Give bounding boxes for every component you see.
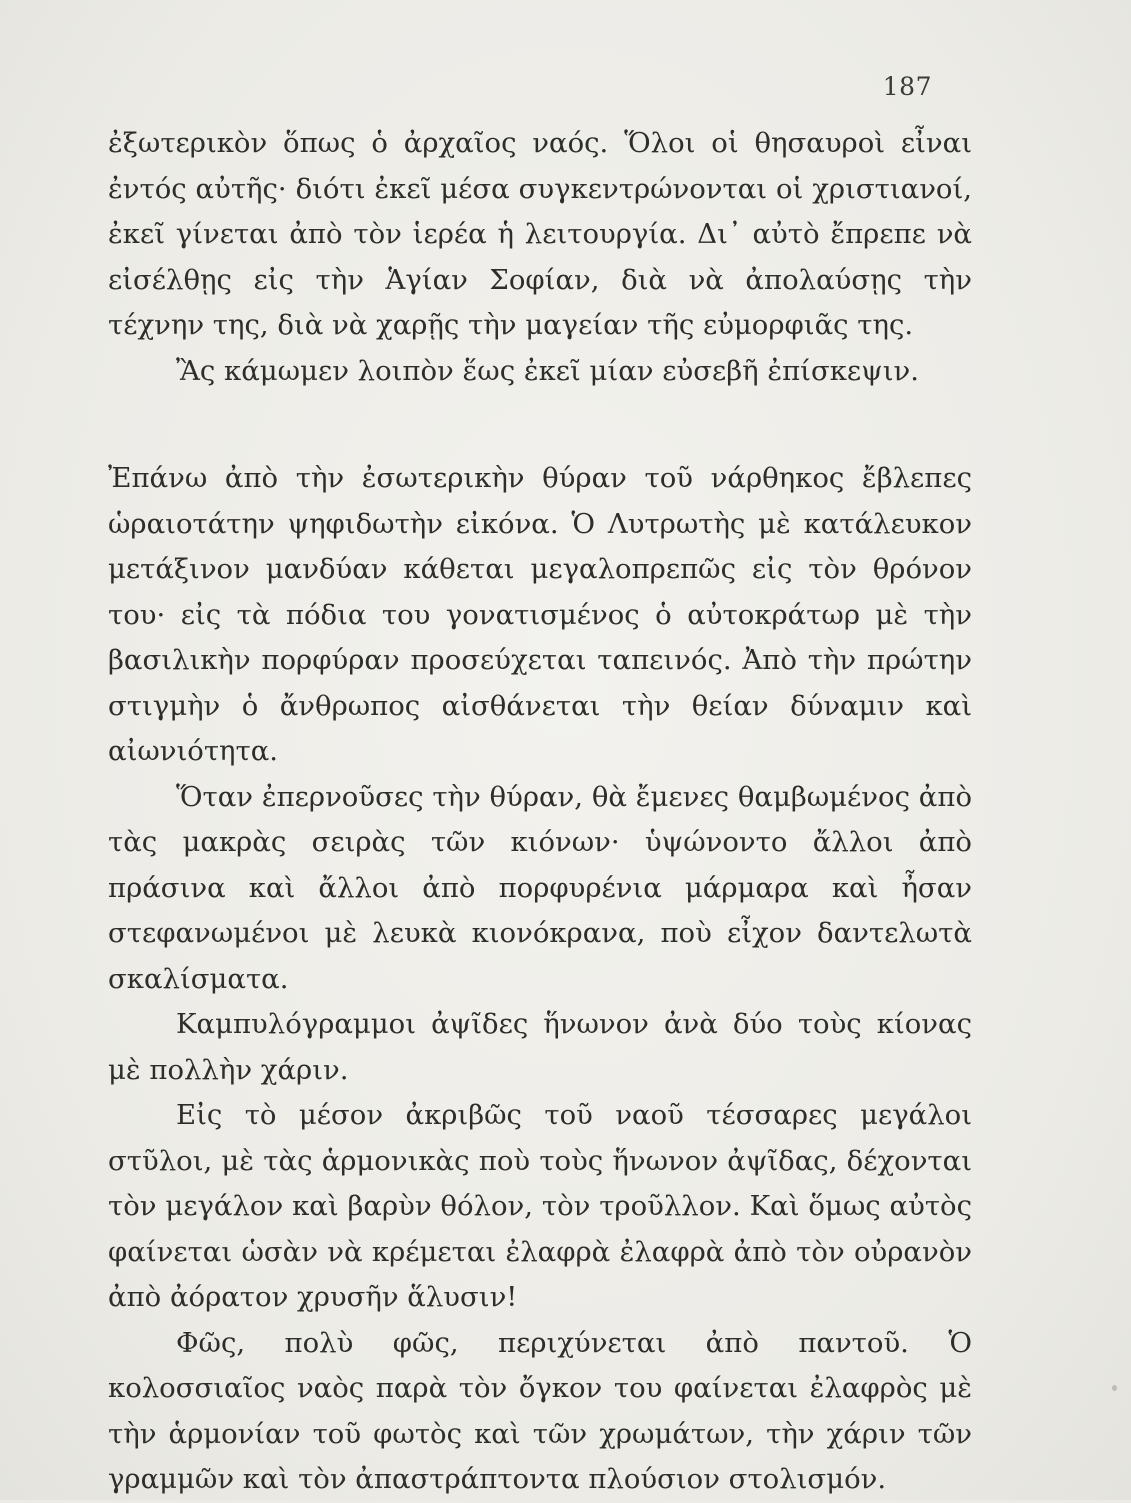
paragraph-dome: Εἰς τὸ μέσον ἀκριβῶς τοῦ ναοῦ τέσσαρες μεγάλοι στῦλοι, μὲ τὰς ἁρμονικὰς ποὺ τοὺς ἥνωνον ἀψῖδας, δέχονται τὸν μεγάλον καὶ βαρὺν θόλον, τὸν τροῦλλον. Καὶ ὅμως αὐτὸς φαίνεται ὡσὰν νὰ κρέμεται ἐλαφρὰ ἐλαφρὰ ἀπὸ τὸν οὐρανὸν ἀπὸ ἀόρατον χρυσῆν ἅλυσιν! (108, 1099, 972, 1313)
paragraph-mosaic: Ἐπάνω ἀπὸ τὴν ἐσωτερικὴν θύραν τοῦ νάρθηκος ἔβλεπες ὡραιοτάτην ψηφιδωτὴν εἰκόνα. Ὁ Λυτρωτὴς μὲ κατάλευκον μετάξινον μανδύαν κάθεται μεγαλοπρεπῶς εἰς τὸν θρόνον του· εἰς τὰ πόδια του γονατισμένος ὁ αὐτοκράτωρ μὲ τὴν βασιλικὴν πορφύραν προσεύχεται ταπεινός. Ἀπὸ τὴν πρώτην στιγμὴν ὁ ἄνθρωπος αἰσθάνεται τὴν θείαν δύναμιν καὶ αἰωνιότητα. (108, 462, 972, 767)
paragraph-arches: Καμπυλόγραμμοι ἀψῖδες ἥνωνον ἀνὰ δύο τοὺς κίονας μὲ πολλὴν χάριν. (108, 1008, 972, 1086)
paragraph-visit: Ἂς κάμωμεν λοιπὸν ἕως ἐκεῖ μίαν εὐσεβῆ ἐπίσκεψιν. (176, 354, 919, 387)
paper-speck (1112, 1385, 1117, 1391)
text-block-main (108, 456, 972, 1503)
paragraph-light: Φῶς, πολὺ φῶς, περιχύνεται ἀπὸ παντοῦ. Ὁ κολοσσιαῖος ναὸς παρὰ τὸν ὄγκον του φαίνεται ἐλαφρὸς μὲ τὴν ἁρμονίαν τοῦ φωτὸς καὶ τῶν χρωμάτων, τὴν χάριν τῶν γραμμῶν καὶ τὸν ἀπαστράπτοντα πλούσιον στολισμόν. (108, 1326, 972, 1495)
text-block-top (108, 121, 972, 394)
page-number: 187 (882, 72, 932, 101)
paragraph-hagia-sophia-interior: ἐξωτερικὸν ὅπως ὁ ἀρχαῖος ναός. Ὅλοι οἱ θησαυροὶ εἶναι ἐντός αὐτῆς· διότι ἐκεῖ μέσα συγκεντρώνονται οἱ χριστιανοί, ἐκεῖ γίνεται ἀπὸ τὸν ἱερέα ἡ λειτουργία. Δι᾽ αὐτὸ ἔπρεπε νὰ εἰσέλθῃς εἰς τὴν Ἁγίαν Σοφίαν, διὰ νὰ ἀπολαύσῃς τὴν τέχνην της, διὰ νὰ χαρῇς τὴν μαγείαν τῆς εὐμορφιᾶς της. (108, 127, 972, 341)
paragraph-columns: Ὅταν ἐπερνοῦσες τὴν θύραν, θὰ ἔμενες θαμβωμένος ἀπὸ τὰς μακρὰς σειρὰς τῶν κιόνων· ὑψώνοντο ἄλλοι ἀπὸ πράσινα καὶ ἄλλοι ἀπὸ πορφυρένια μάρμαρα καὶ ἦσαν στεφανωμένοι μὲ λευκὰ κιονόκρανα, ποὺ εἶχον δαντελωτὰ σκαλίσματα. (108, 780, 972, 995)
